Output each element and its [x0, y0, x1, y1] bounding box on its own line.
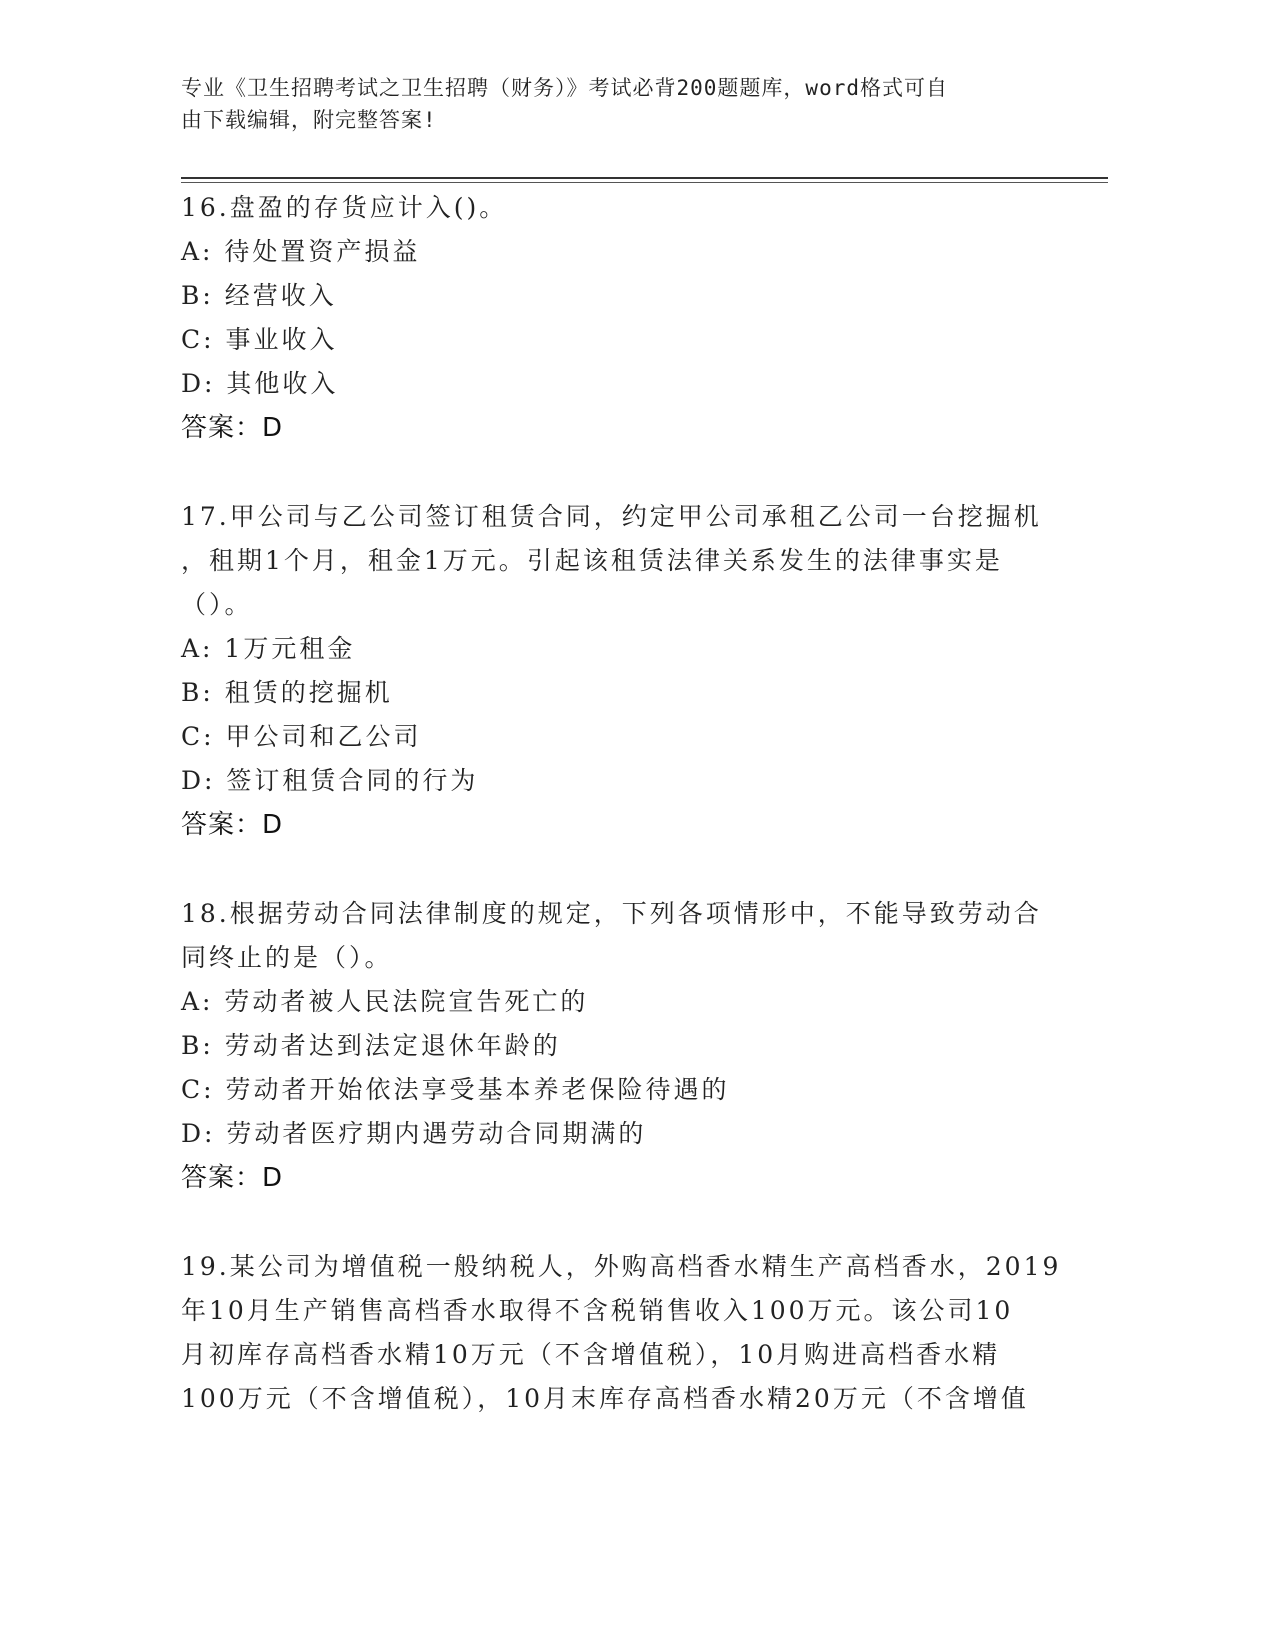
- header-line-2: 由下载编辑，附完整答案!: [181, 108, 437, 132]
- answer: 答案：D: [181, 810, 284, 840]
- question-text: 100万元（不含增值税），10月末库存高档香水精20万元（不含增值: [181, 1384, 1029, 1413]
- question-text: ，租期1个月，租金1万元。引起该租赁法律关系发生的法律事实是: [181, 546, 1003, 575]
- question-text: 月初库存高档香水精10万元（不含增值税），10月购进高档香水精: [181, 1340, 1001, 1369]
- option-d: D: 签订租赁合同的行为: [181, 766, 479, 795]
- document-header: [181, 72, 1061, 136]
- answer: 答案：D: [181, 1163, 284, 1193]
- question-17: [181, 495, 1061, 847]
- answer: 答案：D: [181, 413, 284, 443]
- question-19: [181, 1245, 1061, 1421]
- question-text: （）。: [181, 590, 253, 619]
- question-text: 19.某公司为增值税一般纳税人，外购高档香水精生产高档香水，2019: [181, 1252, 1062, 1281]
- question-text: 同终止的是（）。: [181, 943, 393, 972]
- option-d: D: 其他收入: [181, 369, 339, 398]
- question-list: [181, 186, 1061, 1466]
- header-line-1: 专业《卫生招聘考试之卫生招聘（财务）》考试必背200题题库，word格式可自: [181, 76, 948, 100]
- option-a: A: 待处置资产损益: [181, 237, 421, 266]
- question-16: [181, 186, 1061, 450]
- option-c: C: 事业收入: [181, 325, 338, 354]
- option-b: B: 劳动者达到法定退休年龄的: [181, 1031, 561, 1060]
- question-text: 18.根据劳动合同法律制度的规定，下列各项情形中，不能导致劳动合: [181, 899, 1042, 928]
- option-d: D: 劳动者医疗期内遇劳动合同期满的: [181, 1119, 647, 1148]
- question-text: 年10月生产销售高档香水取得不含税销售收入100万元。该公司10: [181, 1296, 1014, 1325]
- option-c: C: 劳动者开始依法享受基本养老保险待遇的: [181, 1075, 730, 1104]
- option-b: B: 租赁的挖掘机: [181, 678, 393, 707]
- header-divider-thin: [181, 182, 1108, 183]
- option-a: A: 劳动者被人民法院宣告死亡的: [181, 987, 589, 1016]
- question-text: 16.盘盈的存货应计入()。: [181, 193, 508, 222]
- option-c: C: 甲公司和乙公司: [181, 722, 422, 751]
- question-18: [181, 892, 1061, 1200]
- header-divider-thick: [181, 177, 1108, 179]
- question-text: 17.甲公司与乙公司签订租赁合同，约定甲公司承租乙公司一台挖掘机: [181, 502, 1042, 531]
- option-b: B: 经营收入: [181, 281, 337, 310]
- option-a: A: 1万元租金: [181, 634, 356, 663]
